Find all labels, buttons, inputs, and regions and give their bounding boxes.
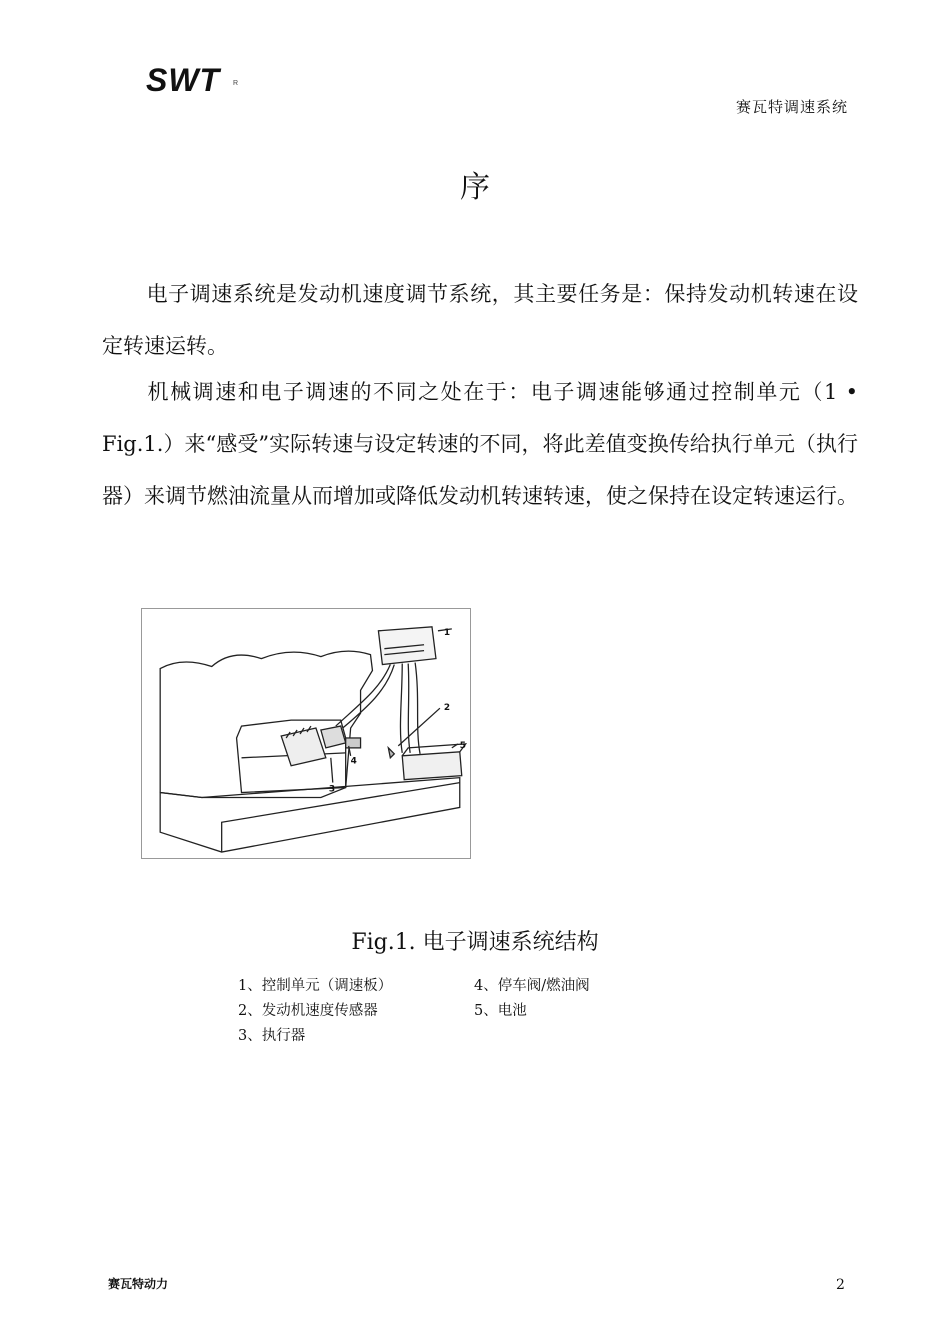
paragraph-intro-text: 电子调速系统是发动机速度调节系统，其主要任务是：: [146, 282, 665, 306]
footer-company: 赛瓦特动力: [108, 1277, 169, 1291]
legend-item: 5、电池: [474, 1003, 527, 1019]
paragraph-intro-end: 。: [207, 334, 228, 358]
legend-item: 3、执行器: [238, 1028, 306, 1044]
company-logo: SWT: [146, 62, 221, 98]
figure-caption: Fig.1. 电子调速系统结构: [351, 930, 599, 955]
legend-row: [238, 1024, 590, 1049]
page-number: 2: [836, 1277, 845, 1293]
legend-row: [238, 999, 590, 1024]
paragraph-difference: [102, 366, 858, 522]
callout-2: 2: [443, 703, 451, 714]
legend-item: 1、控制单元（调速板）: [238, 978, 393, 994]
registered-mark: R: [233, 80, 239, 87]
callout-5: 5: [459, 740, 466, 751]
legend-item: 2、发动机速度传感器: [238, 1003, 378, 1019]
callout-1: 1: [443, 627, 451, 638]
system-diagram: [141, 608, 471, 859]
legend-item: 4、停车阀/燃油阀: [474, 978, 590, 994]
paragraph-difference-text: 机械调速和电子调速的不同之处在于：电子调速能够通过控制单元（1 • Fig.1.）来“感受”实际转速与设定转速的不同，将此差值变换传给执行单元（执行器）来调节燃油流量从而增加或降低发动机转速转速，使之保持在设定转速运行。: [102, 380, 858, 508]
paragraph-intro: [102, 268, 858, 372]
figure-legend: [238, 974, 590, 1049]
callout-3: 3: [328, 784, 336, 795]
paragraph-intro-emphasis: 保持发动机转速在设定转速运转: [102, 282, 859, 358]
legend-row: [238, 974, 590, 999]
callout-4: 4: [350, 756, 357, 767]
header-title: 赛瓦特调速系统: [735, 98, 848, 116]
page-title: 序: [460, 170, 490, 205]
